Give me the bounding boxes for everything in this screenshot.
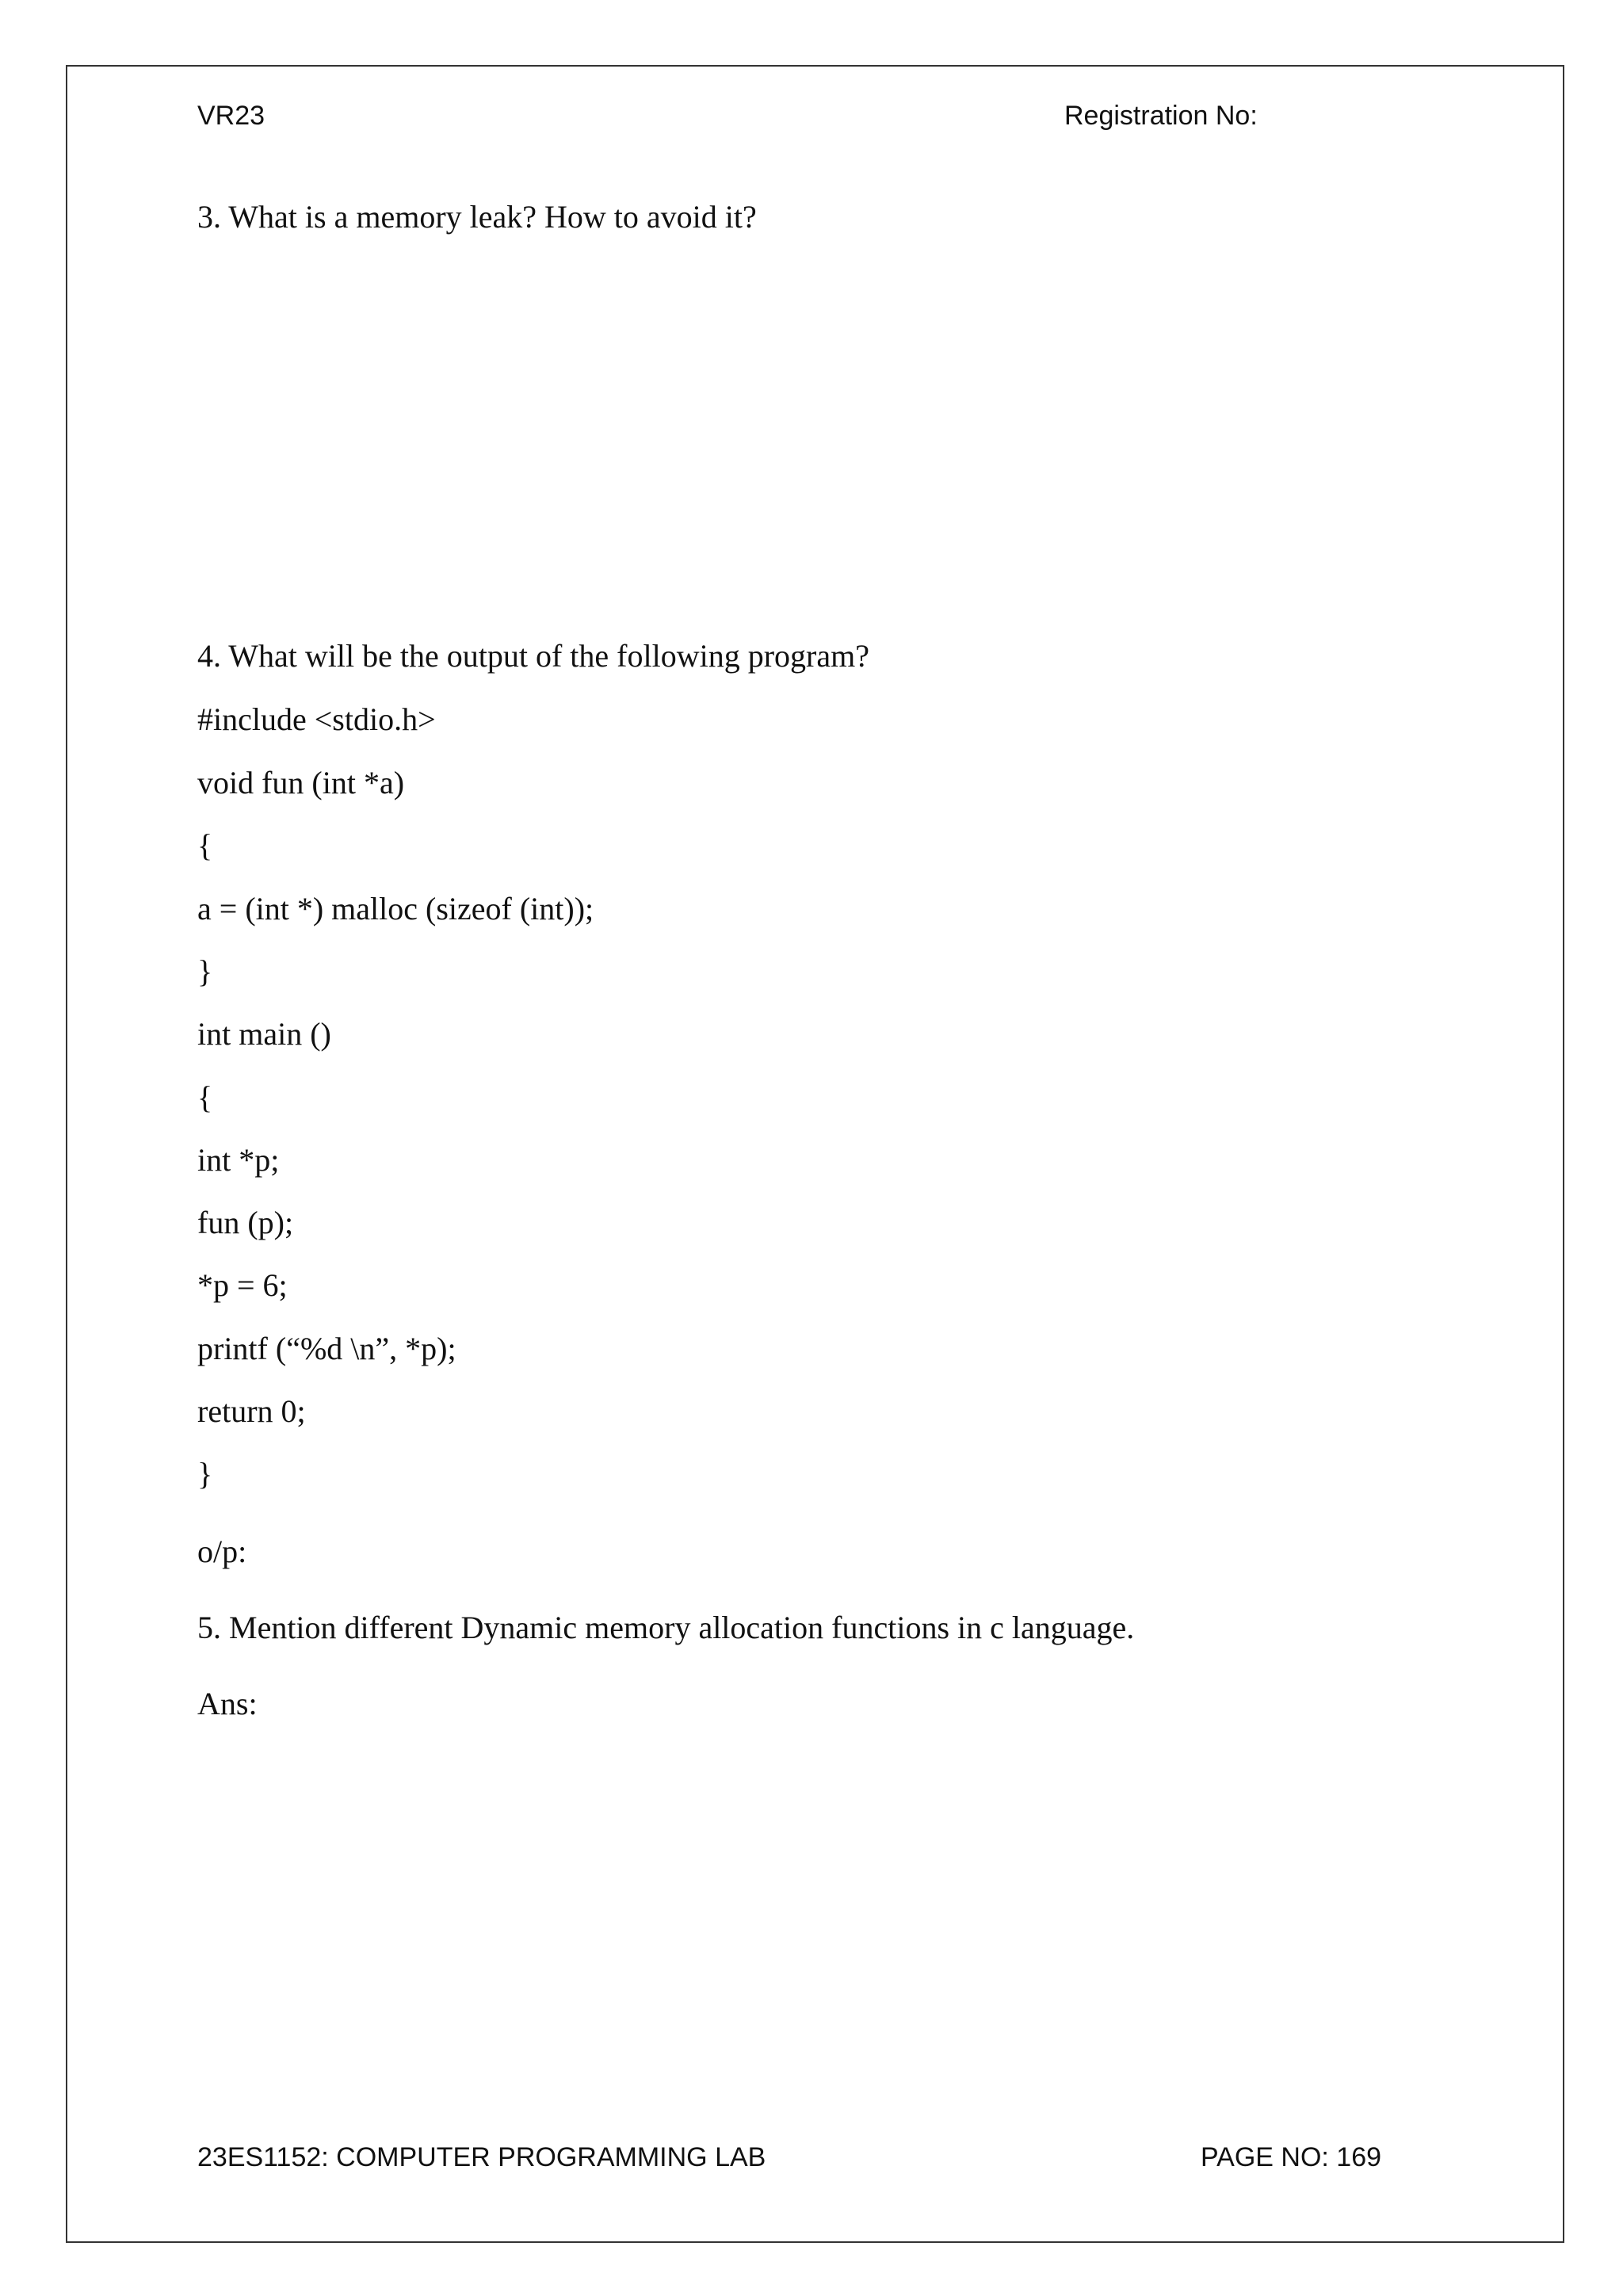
header-left: VR23: [197, 101, 265, 131]
code-line: void fun (int *a): [197, 765, 405, 800]
code-line: *p = 6;: [197, 1267, 288, 1303]
question-5: 5. Mention different Dynamic memory allocation functions in c language.: [197, 1610, 1135, 1645]
code-line: }: [197, 1456, 213, 1492]
question-3: 3. What is a memory leak? How to avoid it?: [197, 199, 757, 235]
code-line: a = (int *) malloc (sizeof (int));: [197, 891, 594, 926]
code-line: return 0;: [197, 1393, 306, 1429]
output-label: o/p:: [197, 1534, 247, 1569]
footer-course: 23ES1152: COMPUTER PROGRAMMING LAB: [197, 2142, 766, 2172]
footer-page-number: PAGE NO: 169: [1201, 2142, 1382, 2172]
code-line: #include <stdio.h>: [197, 701, 436, 737]
code-line: fun (p);: [197, 1205, 294, 1240]
question-4: 4. What will be the output of the following program?: [197, 638, 869, 674]
page-border: [66, 65, 1564, 2243]
answer-label: Ans:: [197, 1686, 258, 1721]
header-registration-label: Registration No:: [1064, 101, 1258, 131]
code-line: {: [197, 1079, 213, 1115]
code-line: int main (): [197, 1016, 331, 1052]
code-line: int *p;: [197, 1142, 280, 1178]
code-line: printf (“%d \n”, *p);: [197, 1331, 456, 1366]
code-line: {: [197, 827, 213, 863]
code-line: }: [197, 953, 213, 989]
